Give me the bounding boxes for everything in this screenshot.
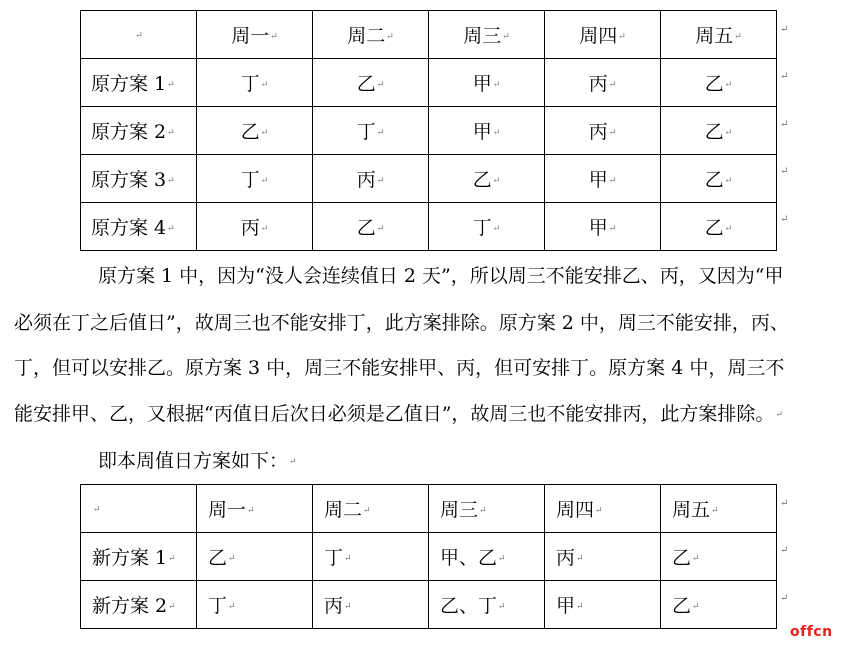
cell-mark: ↵ [618,32,626,42]
table-cell: 丁↵ [313,533,429,581]
table-cell: 乙↵ [313,203,429,251]
header-cell: 周五↵ [661,11,777,59]
cell-mark: ↵ [492,224,501,234]
cell-mark: ↵ [608,224,617,234]
cell-mark: ↵ [492,176,501,186]
cell-mark: ↵ [376,80,385,90]
cell-mark: ↵ [576,602,584,612]
cell-mark: ↵ [376,176,385,186]
header-cell [81,485,197,533]
cell-mark: ↵ [228,602,236,612]
table-cell: 丙↵ [545,533,661,581]
cell-mark: ↵ [270,32,278,42]
header-cell: 周二↵ [313,485,429,533]
cell-mark: ↵ [479,506,487,516]
table-cell: 乙↵ [313,59,429,107]
table-row [81,155,777,203]
table-cell: 丁↵ [313,107,429,155]
cell-mark: ↵ [576,554,584,564]
cell-mark: ↵ [167,80,175,90]
row-end-mark: ↵ [780,593,789,604]
table-cell: 甲↵ [545,155,661,203]
table-row [81,203,777,251]
table-cell: 甲、乙↵ [429,533,545,581]
original-schedule-table [80,10,777,251]
paragraph-line: 必须在丁之后值日”，故周三也不能安排丁，此方案排除。原方案 2 中，周三不能安排，丙、 [14,312,789,334]
cell-mark: ↵ [492,80,501,90]
row-end-mark: ↵ [780,166,789,177]
paragraph-mark: ↵ [775,409,783,420]
cell-mark: ↵ [344,602,352,612]
cell-mark: ↵ [724,80,733,90]
cell-mark: ↵ [260,176,269,186]
table-cell: 丙↵ [545,107,661,155]
cell-mark: ↵ [711,506,719,516]
cell-mark: ↵ [498,554,506,564]
table-cell: 丙↵ [197,203,313,251]
cell-mark: ↵ [724,128,733,138]
row-header-cell: 新方案 1↵ [81,533,197,581]
header-cell: 周二↵ [313,11,429,59]
table-cell: 丙↵ [313,581,429,629]
cell-mark: ↵ [692,554,700,564]
cell-mark: ↵ [692,602,700,612]
header-cell: 周一↵ [197,11,313,59]
offcn-watermark: offcn [790,624,833,640]
table-cell: 丙↵ [545,59,661,107]
row-end-mark: ↵ [780,214,789,225]
cell-mark: ↵ [344,554,352,564]
table-cell: 乙↵ [429,155,545,203]
header-cell: 周三↵ [429,11,545,59]
header-cell: 周一↵ [197,485,313,533]
paragraph-mark: ↵ [289,456,297,467]
cell-mark: ↵ [724,176,733,186]
cell-mark: ↵ [167,224,175,234]
cell-mark: ↵ [492,128,501,138]
cell-mark: ↵ [167,176,175,186]
new-schedule-table [80,484,777,629]
table-cell: 乙、丁↵ [429,581,545,629]
cell-mark: ↵ [498,602,506,612]
table-cell: 乙↵ [197,533,313,581]
cell-mark: ↵ [260,80,269,90]
row-header-cell: 原方案 1↵ [81,59,197,107]
table-row [81,107,777,155]
paragraph-line: 原方案 1 中，因为“没人会连续值日 2 天”，所以周三不能安排乙、丙，又因为“甲 [98,265,784,287]
row-end-mark: ↵ [780,71,789,82]
table-cell: 甲↵ [429,107,545,155]
cell-mark: ↵ [595,506,603,516]
cell-mark: ↵ [93,504,101,515]
cell-mark: ↵ [724,224,733,234]
cell-mark: ↵ [376,128,385,138]
paragraph-line: 丁，但可以安排乙。原方案 3 中，周三不能安排甲、丙，但可安排丁。原方案 4 中，周三不 [14,357,785,379]
header-cell: 周三↵ [429,485,545,533]
row-header-cell: 原方案 2↵ [81,107,197,155]
table-cell: 乙↵ [197,107,313,155]
cell-mark: ↵ [608,80,617,90]
row-header-cell: 原方案 4↵ [81,203,197,251]
cell-mark: ↵ [260,128,269,138]
table-cell: 丙↵ [313,155,429,203]
table-cell: 乙↵ [661,59,777,107]
table-header-row [81,485,777,533]
table-cell: 丁↵ [429,203,545,251]
row-end-mark: ↵ [780,119,789,130]
header-cell: 周五↵ [661,485,777,533]
table-cell: 乙↵ [661,533,777,581]
header-cell: 周四↵ [545,485,661,533]
table-cell: 乙↵ [661,203,777,251]
table-cell: 丁↵ [197,155,313,203]
cell-mark: ↵ [386,32,394,42]
cell-mark: ↵ [376,224,385,234]
row-header-cell: 新方案 2↵ [81,581,197,629]
cell-mark: ↵ [734,32,742,42]
table-cell: 丁↵ [197,581,313,629]
cell-mark: ↵ [608,128,617,138]
intro-line: 即本周值日方案如下：↵ [98,450,297,472]
table-cell: 乙↵ [661,155,777,203]
table-cell: 甲↵ [545,203,661,251]
table-cell: 甲↵ [545,581,661,629]
cell-mark: ↵ [167,128,175,138]
table-row [81,581,777,629]
table-cell: 乙↵ [661,581,777,629]
row-end-mark: ↵ [780,24,789,35]
cell-mark: ↵ [168,602,176,612]
cell-mark: ↵ [608,176,617,186]
table-cell: 乙↵ [661,107,777,155]
table-cell: 丁↵ [197,59,313,107]
row-end-mark: ↵ [780,545,789,556]
cell-mark: ↵ [168,554,176,564]
cell-mark: ↵ [260,224,269,234]
table-header-row [81,11,777,59]
cell-mark: ↵ [247,506,255,516]
paragraph-line: 能安排甲、乙，又根据“丙值日后次日必须是乙值日”，故周三也不能安排丙，此方案排除。↵ [14,403,783,425]
table-row [81,59,777,107]
cell-mark: ↵ [363,506,371,516]
cell-mark: ↵ [502,32,510,42]
header-cell: 周四↵ [545,11,661,59]
cell-mark: ↵ [228,554,236,564]
row-header-cell: 原方案 3↵ [81,155,197,203]
row-end-mark: ↵ [780,498,789,509]
table-cell: 甲↵ [429,59,545,107]
cell-mark: ↵ [135,30,143,41]
table-row [81,533,777,581]
header-cell [81,11,197,59]
